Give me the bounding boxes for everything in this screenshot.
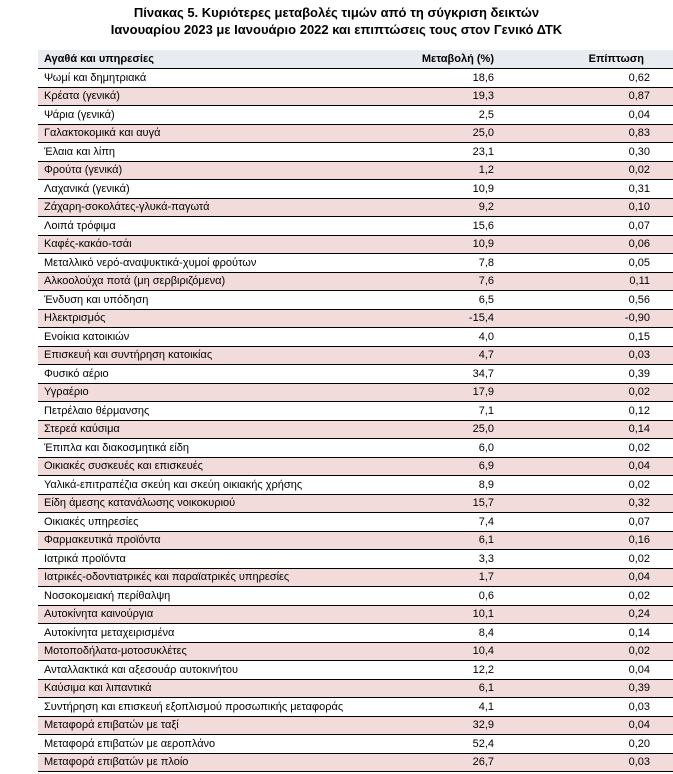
table-row: [38, 254, 673, 273]
table-row: [38, 550, 673, 569]
cell-impact: 0,12: [498, 402, 673, 421]
table-row: [38, 346, 673, 365]
cell-item-name: Πετρέλαιο θέρμανσης: [38, 402, 368, 421]
cell-impact: 0,30: [498, 143, 673, 162]
cell-impact: 0,83: [498, 124, 673, 143]
cell-change-percent: 52,4: [368, 735, 498, 754]
cell-item-name: Λοιπά τρόφιμα: [38, 217, 368, 236]
cell-impact: 0,02: [498, 642, 673, 661]
table-row: [38, 198, 673, 217]
cell-item-name: Αυτοκίνητα μεταχειρισμένα: [38, 624, 368, 643]
table-title: [0, 4, 673, 38]
table-row: [38, 439, 673, 458]
table-row: [38, 365, 673, 384]
table-row: [38, 679, 673, 698]
cell-change-percent: 4,7: [368, 346, 498, 365]
cell-item-name: Υγραέριο: [38, 383, 368, 402]
cell-change-percent: 7,4: [368, 513, 498, 532]
cell-impact: 0,14: [498, 420, 673, 439]
cell-impact: 0,03: [498, 753, 673, 772]
cell-change-percent: 18,6: [368, 69, 498, 88]
cell-change-percent: 6,1: [368, 531, 498, 550]
header-impact: Επίπτωση: [498, 50, 673, 69]
cell-impact: 0,56: [498, 291, 673, 310]
cell-change-percent: 25,0: [368, 124, 498, 143]
cell-impact: 0,24: [498, 605, 673, 624]
cell-change-percent: 1,7: [368, 568, 498, 587]
cell-item-name: Ψωμί και δημητριακά: [38, 69, 368, 88]
title-line-2: Ιανουαρίου 2023 με Ιανουάριο 2022 και επιπτώσεις τους στον Γενικό ΔΤΚ: [110, 22, 563, 37]
cell-item-name: Μεταλλικό νερό-αναψυκτικά-χυμοί φρούτων: [38, 254, 368, 273]
table-row: [38, 642, 673, 661]
cell-impact: 0,39: [498, 365, 673, 384]
table-row: [38, 69, 673, 88]
cell-impact: 0,14: [498, 624, 673, 643]
cell-change-percent: 7,8: [368, 254, 498, 273]
table-row: [38, 217, 673, 236]
table-row: [38, 106, 673, 125]
cell-change-percent: 10,9: [368, 180, 498, 199]
cell-impact: 0,20: [498, 735, 673, 754]
cell-item-name: Λαχανικά (γενικά): [38, 180, 368, 199]
cell-impact: 0,02: [498, 476, 673, 495]
table-row: [38, 124, 673, 143]
table-row: [38, 420, 673, 439]
cell-change-percent: 6,0: [368, 439, 498, 458]
cell-impact: 0,02: [498, 161, 673, 180]
cell-impact: 0,39: [498, 679, 673, 698]
cell-item-name: Ηλεκτρισμός: [38, 309, 368, 328]
table-row: [38, 87, 673, 106]
cell-item-name: Αλκοολούχα ποτά (μη σερβιριζόμενα): [38, 272, 368, 291]
table-row: [38, 328, 673, 347]
cell-impact: 0,02: [498, 383, 673, 402]
cell-item-name: Μοτοποδήλατα-μοτοσυκλέτες: [38, 642, 368, 661]
cell-item-name: Ιατρικά προϊόντα: [38, 550, 368, 569]
cell-item-name: Συντήρηση και επισκευή εξοπλισμού προσωπικής μεταφοράς: [38, 698, 368, 717]
table-row: [38, 272, 673, 291]
cell-change-percent: 8,4: [368, 624, 498, 643]
cell-change-percent: 1,2: [368, 161, 498, 180]
cell-impact: 0,07: [498, 217, 673, 236]
cell-impact: 0,02: [498, 587, 673, 606]
table-row: [38, 587, 673, 606]
cell-impact: 0,07: [498, 513, 673, 532]
cell-impact: 0,04: [498, 106, 673, 125]
table-row: [38, 402, 673, 421]
cell-change-percent: 12,2: [368, 661, 498, 680]
cell-change-percent: 6,1: [368, 679, 498, 698]
cell-change-percent: 32,9: [368, 716, 498, 735]
cell-impact: 0,15: [498, 328, 673, 347]
cell-impact: 0,62: [498, 69, 673, 88]
table-row: [38, 235, 673, 254]
cell-impact: 0,06: [498, 235, 673, 254]
table-row: [38, 661, 673, 680]
cell-change-percent: 3,3: [368, 550, 498, 569]
cell-item-name: Είδη άμεσης κατανάλωσης νοικοκυριού: [38, 494, 368, 513]
cell-item-name: Ενοίκια κατοικιών: [38, 328, 368, 347]
cell-change-percent: 10,9: [368, 235, 498, 254]
cell-impact: 0,87: [498, 87, 673, 106]
cell-item-name: Στερεά καύσιμα: [38, 420, 368, 439]
table-row: [38, 180, 673, 199]
cell-impact: -0,90: [498, 309, 673, 328]
cell-change-percent: 10,1: [368, 605, 498, 624]
cell-change-percent: 17,9: [368, 383, 498, 402]
cell-impact: 0,04: [498, 716, 673, 735]
cell-item-name: Γαλακτοκομικά και αυγά: [38, 124, 368, 143]
cell-item-name: Κρέατα (γενικά): [38, 87, 368, 106]
cell-change-percent: 25,0: [368, 420, 498, 439]
title-line-1: Πίνακας 5. Κυριότερες μεταβολές τιμών από τη σύγκριση δεικτών: [133, 5, 540, 20]
table-body: [38, 69, 673, 772]
cell-impact: 0,10: [498, 198, 673, 217]
cell-impact: 0,04: [498, 661, 673, 680]
table-row: [38, 624, 673, 643]
cell-item-name: Οικιακές συσκευές και επισκευές: [38, 457, 368, 476]
table-row: [38, 457, 673, 476]
cell-impact: 0,04: [498, 457, 673, 476]
table-row: [38, 143, 673, 162]
cell-item-name: Επισκευή και συντήρηση κατοικίας: [38, 346, 368, 365]
cell-change-percent: 4,1: [368, 698, 498, 717]
table-row: [38, 494, 673, 513]
cell-impact: 0,05: [498, 254, 673, 273]
table-row: [38, 513, 673, 532]
cell-item-name: Καύσιμα και λιπαντικά: [38, 679, 368, 698]
table-row: [38, 605, 673, 624]
table-row: [38, 161, 673, 180]
table-row: [38, 309, 673, 328]
cell-change-percent: 34,7: [368, 365, 498, 384]
price-changes-table: [38, 49, 673, 772]
cell-item-name: Έπιπλα και διακοσμητικά είδη: [38, 439, 368, 458]
cell-change-percent: 9,2: [368, 198, 498, 217]
table-row: [38, 698, 673, 717]
header-goods-services: Αγαθά και υπηρεσίες: [38, 50, 368, 69]
cell-item-name: Φαρμακευτικά προϊόντα: [38, 531, 368, 550]
table-row: [38, 531, 673, 550]
table-row: [38, 383, 673, 402]
cell-change-percent: 6,9: [368, 457, 498, 476]
cell-item-name: Φρούτα (γενικά): [38, 161, 368, 180]
cell-change-percent: 15,7: [368, 494, 498, 513]
cell-impact: 0,04: [498, 568, 673, 587]
table-row: [38, 476, 673, 495]
cell-impact: 0,03: [498, 698, 673, 717]
cell-change-percent: 6,5: [368, 291, 498, 310]
table-row: [38, 716, 673, 735]
table-header-row: [38, 50, 673, 69]
cell-item-name: Φυσικό αέριο: [38, 365, 368, 384]
cell-change-percent: 8,9: [368, 476, 498, 495]
cell-item-name: Υαλικά-επιτραπέζια σκεύη και σκεύη οικιακής χρήσης: [38, 476, 368, 495]
cell-change-percent: -15,4: [368, 309, 498, 328]
cell-impact: 0,02: [498, 439, 673, 458]
cell-impact: 0,32: [498, 494, 673, 513]
cell-item-name: Μεταφορά επιβατών με πλοίο: [38, 753, 368, 772]
cell-item-name: Ανταλλακτικά και αξεσουάρ αυτοκινήτου: [38, 661, 368, 680]
cell-impact: 0,03: [498, 346, 673, 365]
cell-change-percent: 4,0: [368, 328, 498, 347]
table-row: [38, 753, 673, 772]
table-row: [38, 291, 673, 310]
cell-item-name: Ιατρικές-οδοντιατρικές και παραϊατρικές υπηρεσίες: [38, 568, 368, 587]
cell-change-percent: 7,6: [368, 272, 498, 291]
cell-change-percent: 19,3: [368, 87, 498, 106]
cell-change-percent: 10,4: [368, 642, 498, 661]
table-row: [38, 568, 673, 587]
cell-change-percent: 0,6: [368, 587, 498, 606]
header-change-percent: Μεταβολή (%): [368, 50, 498, 69]
cell-item-name: Οικιακές υπηρεσίες: [38, 513, 368, 532]
cell-item-name: Ένδυση και υπόδηση: [38, 291, 368, 310]
cell-item-name: Αυτοκίνητα καινούργια: [38, 605, 368, 624]
cell-change-percent: 26,7: [368, 753, 498, 772]
cell-item-name: Μεταφορά επιβατών με αεροπλάνο: [38, 735, 368, 754]
cell-item-name: Ζάχαρη-σοκολάτες-γλυκά-παγωτά: [38, 198, 368, 217]
cell-change-percent: 7,1: [368, 402, 498, 421]
cell-item-name: Καφές-κακάο-τσάι: [38, 235, 368, 254]
cell-change-percent: 2,5: [368, 106, 498, 125]
cell-impact: 0,11: [498, 272, 673, 291]
cell-item-name: Νοσοκομειακή περίθαλψη: [38, 587, 368, 606]
cell-change-percent: 15,6: [368, 217, 498, 236]
cell-impact: 0,02: [498, 550, 673, 569]
cell-item-name: Μεταφορά επιβατών με ταξί: [38, 716, 368, 735]
cell-item-name: Ψάρια (γενικά): [38, 106, 368, 125]
cell-change-percent: 23,1: [368, 143, 498, 162]
table-row: [38, 735, 673, 754]
cell-impact: 0,16: [498, 531, 673, 550]
cell-impact: 0,31: [498, 180, 673, 199]
cell-item-name: Έλαια και λίπη: [38, 143, 368, 162]
